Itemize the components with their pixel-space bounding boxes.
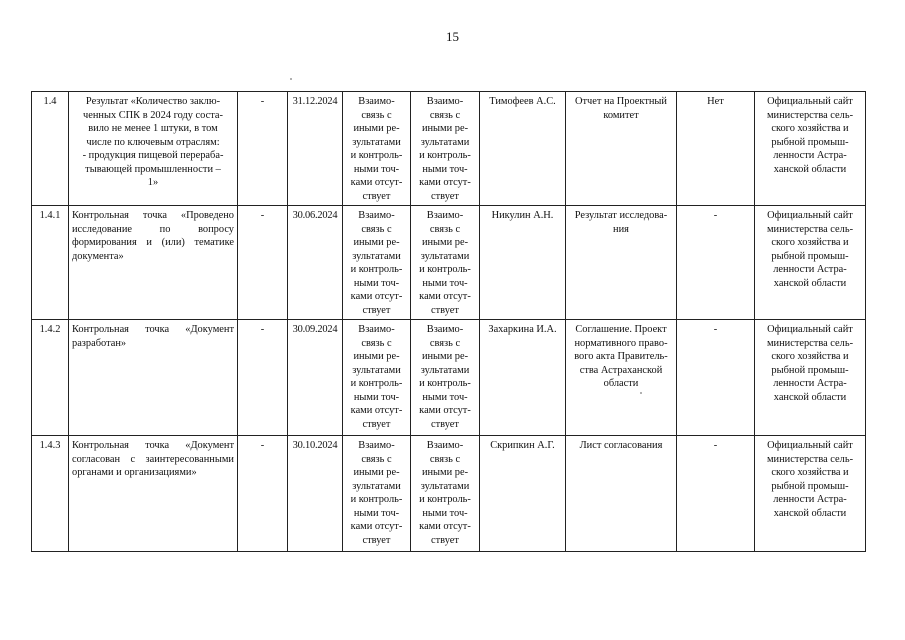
control-points-table (31, 91, 866, 552)
successor-link: Взаимо- связь с иными ре- зультатами и контроль- ными точ- ками отсут- ствует (411, 320, 480, 436)
confirming-document: Результат исследова- ния (566, 206, 677, 320)
confirming-document: Отчет на Проектный комитет (566, 92, 677, 206)
row-number: 1.4.2 (32, 320, 69, 436)
row-title: Результат «Количество заклю- ченных СПК в 2024 году соста- вило не менее 1 штуки, в том числе по ключевым отраслям: - продукция пищевой перераба- тывающей промышленности – 1» (69, 92, 238, 206)
responsible-person: Тимофеев А.С. (480, 92, 566, 206)
start-date: - (238, 92, 288, 206)
table-row (32, 436, 866, 552)
control-level: - (677, 320, 755, 436)
predecessor-link: Взаимо- связь с иными ре- зультатами и контроль- ными точ- ками отсут- ствует (343, 206, 411, 320)
end-date: 30.06.2024 (288, 206, 343, 320)
row-number: 1.4.3 (32, 436, 69, 552)
information-source: Официальный сайт министерства сель- ского хозяйства и рыбной промыш- ленности Астра- ханской области (755, 320, 866, 436)
row-title: Контрольная точка «Проведено исследование по вопросу формирования и (или) тематике документа» (69, 206, 238, 320)
information-source: Официальный сайт министерства сель- ского хозяйства и рыбной промыш- ленности Астра- ханской области (755, 436, 866, 552)
predecessor-link: Взаимо- связь с иными ре- зультатами и контроль- ными точ- ками отсут- ствует (343, 436, 411, 552)
responsible-person: Захаркина И.А. (480, 320, 566, 436)
successor-link: Взаимо- связь с иными ре- зультатами и контроль- ными точ- ками отсут- ствует (411, 206, 480, 320)
end-date: 30.09.2024 (288, 320, 343, 436)
row-title: Контрольная точка «Документ разработан» (69, 320, 238, 436)
row-title: Контрольная точка «Документ согласован с заинтересованными органами и организациями» (69, 436, 238, 552)
control-level: Нет (677, 92, 755, 206)
control-level: - (677, 436, 755, 552)
scan-speck (290, 78, 292, 80)
start-date: - (238, 320, 288, 436)
end-date: 31.12.2024 (288, 92, 343, 206)
page-number: 15 (446, 29, 459, 44)
confirming-document: Соглашение. Проект нормативного право- вого акта Правитель- ства Астраханской области (566, 320, 677, 436)
end-date: 30.10.2024 (288, 436, 343, 552)
predecessor-link: Взаимо- связь с иными ре- зультатами и контроль- ными точ- ками отсут- ствует (343, 92, 411, 206)
predecessor-link: Взаимо- связь с иными ре- зультатами и контроль- ными точ- ками отсут- ствует (343, 320, 411, 436)
table-row (32, 92, 866, 206)
row-number: 1.4.1 (32, 206, 69, 320)
confirming-document: Лист согласования (566, 436, 677, 552)
table-row (32, 320, 866, 436)
start-date: - (238, 436, 288, 552)
responsible-person: Скрипкин А.Г. (480, 436, 566, 552)
control-level: - (677, 206, 755, 320)
start-date: - (238, 206, 288, 320)
row-number: 1.4 (32, 92, 69, 206)
successor-link: Взаимо- связь с иными ре- зультатами и контроль- ными точ- ками отсут- ствует (411, 92, 480, 206)
successor-link: Взаимо- связь с иными ре- зультатами и контроль- ными точ- ками отсут- ствует (411, 436, 480, 552)
information-source: Официальный сайт министерства сель- ского хозяйства и рыбной промыш- ленности Астра- ханской области (755, 206, 866, 320)
responsible-person: Никулин А.Н. (480, 206, 566, 320)
table-row (32, 206, 866, 320)
information-source: Официальный сайт министерства сель- ского хозяйства и рыбной промыш- ленности Астра- ханской области (755, 92, 866, 206)
